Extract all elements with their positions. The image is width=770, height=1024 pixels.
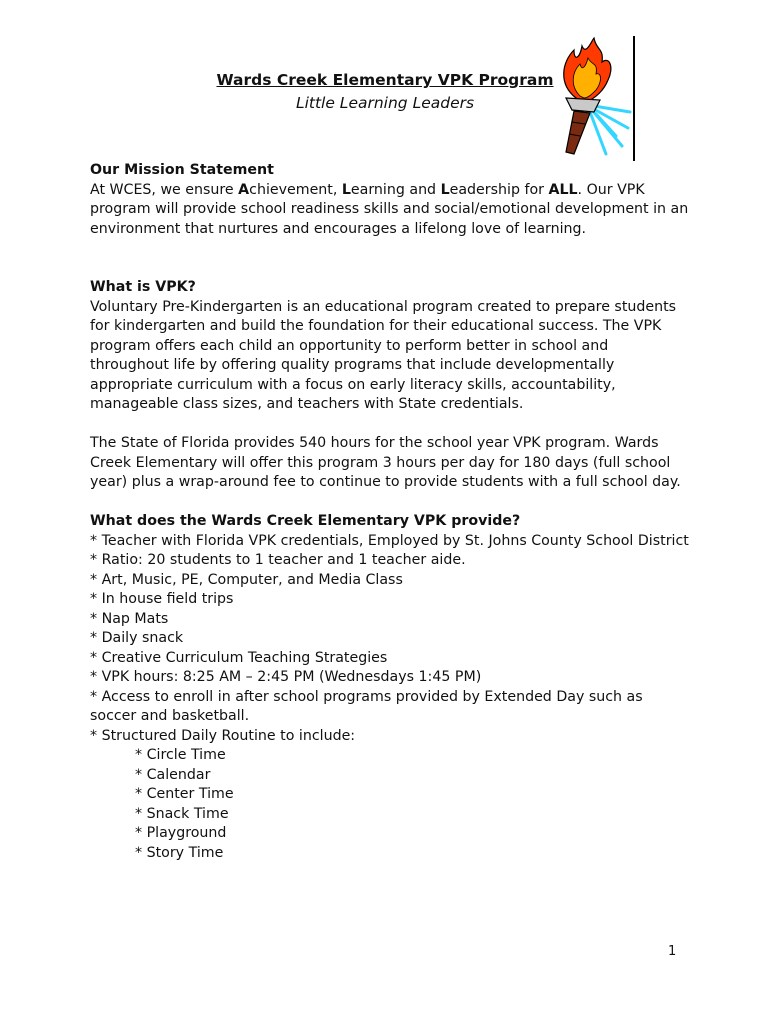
torch-cup (566, 98, 600, 112)
mission-l1-rest: earning and (350, 181, 441, 198)
what-is-vpk-paragraph-2: The State of Florida provides 540 hours for the school year VPK program. Wards Creek Elementary will offer this program 3 hours per day for 180 days (full school year) plus a wrap-around fee to continue to provide students with a full school day. (90, 435, 681, 490)
list-item: * Teacher with Florida VPK credentials, Employed by St. Johns County School District (90, 532, 689, 549)
mission-heading: Our Mission Statement (90, 162, 274, 178)
routine-item: * Playground (135, 825, 227, 841)
mission-all: ALL (548, 181, 578, 198)
light-rays (590, 106, 630, 154)
what-is-vpk-paragraph-1: Voluntary Pre-Kindergarten is an educational program created to prepare students for kindergarten and build the foundation for their educational success. The VPK program offers each child an opportunity to perform better in school and throughout life by offering quality programs that include developmentally appropriate curriculum with a focus on early literacy skills, accountability, manageable class sizes, and teachers with State credentials. (90, 298, 677, 412)
torch-handle (566, 111, 590, 154)
routine-item: * Story Time (135, 844, 224, 861)
list-item: * In house field trips (90, 591, 234, 607)
mission-letter-a: A (238, 181, 250, 198)
mission-l2-rest: eadership for (449, 181, 549, 198)
routine-item: * Calendar (135, 766, 211, 783)
provides-heading: What does the Wards Creek Elementary VPK provide? (90, 513, 521, 529)
routine-item: * Circle Time (135, 747, 226, 763)
list-item: * Ratio: 20 students to 1 teacher and 1 teacher aide. (90, 552, 466, 568)
mission-letter-l1: L (341, 181, 351, 198)
list-item: * Nap Mats (90, 610, 169, 627)
routine-item: * Center Time (135, 786, 234, 802)
what-is-vpk-heading: What is VPK? (90, 279, 196, 295)
vertical-rule (633, 36, 635, 161)
document-body (90, 161, 690, 863)
list-item: * Daily snack (90, 630, 184, 646)
list-item: * Art, Music, PE, Computer, and Media Class (90, 571, 403, 588)
mission-a-rest: chievement, (249, 181, 342, 198)
torch-clipart-icon (552, 36, 632, 166)
page-title: Wards Creek Elementary VPK Program (216, 71, 554, 89)
list-item: * Creative Curriculum Teaching Strategies (90, 649, 388, 666)
list-item: * Structured Daily Routine to include: (90, 727, 356, 744)
page-number: 1 (668, 944, 677, 959)
mission-outro: . Our VPK program will provide school readiness skills and social/emotional development in an environment that nurtures and encourages a lifelong love of learning. (90, 181, 689, 237)
page-subtitle: Little Learning Leaders (295, 94, 475, 112)
mission-intro: At WCES, we ensure (90, 181, 239, 198)
list-item: * VPK hours: 8:25 AM – 2:45 PM (Wednesdays 1:45 PM) (90, 669, 482, 685)
mission-letter-l2: L (440, 181, 450, 198)
list-item: * Access to enroll in after school programs provided by Extended Day such as soccer and basketball. (90, 688, 643, 724)
routine-item: * Snack Time (135, 805, 229, 822)
mission-paragraph (90, 181, 690, 240)
